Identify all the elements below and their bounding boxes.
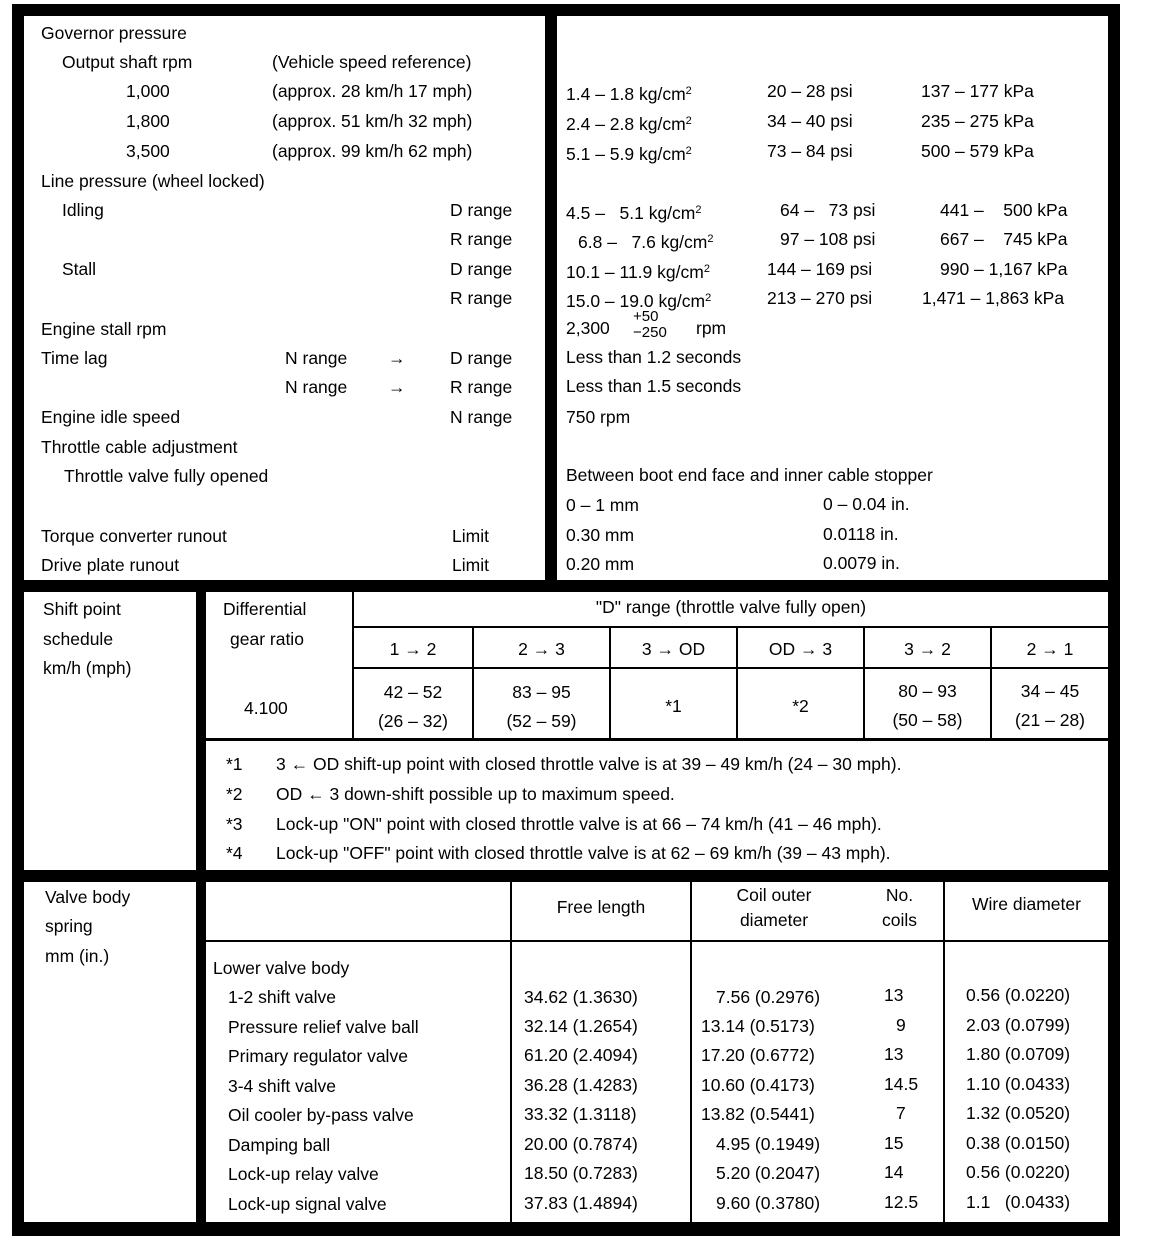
tc-runout-limit: Limit	[452, 526, 489, 546]
idle-range: N range	[450, 407, 513, 427]
governor-ref: (approx. 51 km/h 32 mph)	[272, 111, 473, 131]
spring-group: Lower valve body	[213, 958, 350, 978]
spring-row-free: 32.14 (1.2654)	[524, 1016, 638, 1036]
shift-col-value: *1	[665, 696, 682, 716]
shift-col-head: 3 → 2	[904, 639, 951, 659]
spring-row-wire: 0.38 (0.0150)	[966, 1133, 1071, 1153]
spring-head-free: Free length	[556, 897, 646, 917]
spring-head-coil-1: Coil outer	[736, 885, 812, 905]
engine-stall-value: 2,300	[566, 318, 610, 338]
divider-top-vertical	[545, 4, 557, 584]
line-pressure-psi: 213 – 270 psi	[767, 288, 873, 308]
spring-head-coil-2: diameter	[739, 910, 809, 930]
spring-vline	[510, 882, 512, 1222]
spring-row-no: 13	[884, 985, 904, 1005]
shift-label-2: schedule	[43, 629, 114, 649]
note-text: 3 ← OD shift-up point with closed throttle valve is at 39 – 49 km/h (24 – 30 mph).	[276, 754, 902, 774]
shift-col-value: 83 – 95	[512, 682, 571, 702]
spring-row-no: 12.5	[884, 1192, 919, 1212]
d-range-header: "D" range (throttle valve fully open)	[595, 597, 867, 617]
governor-kpa: 137 – 177 kPa	[921, 81, 1034, 101]
spring-row-wire: 0.56 (0.0220)	[966, 1162, 1071, 1182]
shift-col-head: 1 → 2	[389, 639, 437, 659]
spring-row-name: Primary regulator valve	[228, 1046, 408, 1066]
line-pressure-range: R range	[450, 288, 513, 308]
shift-col-value-mph: (50 – 58)	[892, 710, 963, 730]
shift-hline-top	[352, 626, 1108, 628]
governor-ref: (approx. 99 km/h 62 mph)	[272, 141, 473, 161]
spring-label-3: mm (in.)	[45, 946, 110, 966]
shift-col-head: OD → 3	[768, 639, 833, 659]
spring-row-free: 33.32 (1.3118)	[524, 1104, 637, 1124]
throttle-desc: Between boot end face and inner cable stopper	[566, 465, 933, 485]
idle-label: Engine idle speed	[41, 407, 181, 427]
shift-label-1: Shift point	[43, 599, 121, 619]
spring-row-coil: 4.95 (0.1949)	[716, 1134, 821, 1154]
engine-stall-minus: −250	[633, 324, 667, 341]
spring-head-no-1: No.	[885, 885, 914, 905]
shift-col-value: 34 – 45	[1020, 681, 1080, 701]
spring-vline	[690, 882, 692, 1222]
line-pressure-title: Line pressure (wheel locked)	[41, 171, 265, 191]
governor-psi: 20 – 28 psi	[767, 81, 853, 101]
spring-row-free: 37.83 (1.4894)	[524, 1193, 638, 1213]
spring-row-no: 14	[884, 1162, 904, 1182]
spring-row-no: 14.5	[884, 1074, 919, 1094]
line-pressure-idling: Idling	[62, 200, 104, 220]
arrow-right-icon: →	[388, 348, 406, 368]
engine-stall-label: Engine stall rpm	[41, 319, 167, 339]
spring-row-coil: 5.20 (0.2047)	[716, 1163, 821, 1183]
governor-kpa: 500 – 579 kPa	[921, 141, 1034, 161]
spring-head-no-2: coils	[881, 910, 917, 930]
line-pressure-kpa: 667 – 745 kPa	[940, 229, 1068, 249]
line-pressure-kpa: 441 – 500 kPa	[940, 200, 1068, 220]
spring-row-name: Damping ball	[228, 1135, 331, 1155]
spring-row-no: 15	[884, 1133, 904, 1153]
frame-top	[12, 4, 1120, 16]
spring-row-name: Lock-up signal valve	[228, 1194, 387, 1214]
line-pressure-stall: Stall	[62, 259, 97, 279]
spring-row-wire: 1.10 (0.0433)	[966, 1074, 1071, 1094]
shift-col-value: *2	[792, 696, 809, 716]
dp-runout-mm: 0.20 mm	[566, 554, 635, 574]
line-pressure-kg: 10.1 – 11.9 $kg/cm^2$	[566, 262, 710, 282]
shift-col-value: 42 – 52	[383, 682, 443, 702]
line-pressure-kpa: 990 – 1,167 kPa	[940, 259, 1068, 279]
tc-runout-mm: 0.30 mm	[566, 525, 635, 545]
governor-title: Governor pressure	[41, 23, 187, 43]
frame-right	[1108, 4, 1120, 1236]
spring-row-free: 36.28 (1.4283)	[524, 1075, 638, 1095]
spring-row-name: 3-4 shift valve	[228, 1076, 336, 1096]
divider-horizontal-1	[12, 580, 1120, 592]
spring-header-line	[206, 940, 1108, 942]
line-pressure-range: D range	[450, 259, 513, 279]
note-mark: *2	[226, 784, 243, 804]
shift-col-head: 2 → 3	[518, 639, 565, 659]
shift-col-head: 3 → OD	[641, 639, 706, 659]
tc-runout-label: Torque converter runout	[41, 526, 227, 546]
spring-row-wire: 1.1 (0.0433)	[966, 1192, 1071, 1212]
diff-label-2: gear ratio	[230, 629, 304, 649]
spring-vline	[943, 882, 945, 1222]
spring-row-wire: 2.03 (0.0799)	[966, 1015, 1071, 1035]
shift-col-value: 80 – 93	[898, 681, 957, 701]
spring-row-coil: 7.56 (0.2976)	[716, 987, 821, 1007]
time-lag-value: Less than 1.5 seconds	[566, 376, 742, 396]
line-pressure-kg: 4.5 – 5.1 $kg/cm^2$	[566, 203, 702, 223]
note-mark: *4	[226, 843, 243, 863]
spring-row-wire: 1.80 (0.0709)	[966, 1044, 1071, 1064]
governor-rpm: 3,500	[126, 141, 170, 161]
note-text: Lock-up "OFF" point with closed throttle valve is at 62 – 69 km/h (39 – 43 mph).	[276, 843, 891, 863]
dp-runout-limit: Limit	[452, 555, 489, 575]
governor-psi: 73 – 84 psi	[767, 141, 853, 161]
shift-col-value-mph: (26 – 32)	[377, 711, 449, 731]
shift-hline-mid	[352, 667, 1108, 669]
spring-row-name: Pressure relief valve ball	[228, 1017, 419, 1037]
spring-row-wire: 0.56 (0.0220)	[966, 985, 1071, 1005]
governor-col-rpm: Output shaft rpm	[62, 52, 193, 72]
spring-row-coil: 13.82 (0.5441)	[701, 1104, 815, 1124]
note-mark: *3	[226, 814, 243, 834]
engine-stall-plus: +50	[633, 308, 659, 325]
shift-col-value-mph: (52 – 59)	[506, 711, 577, 731]
line-pressure-kg: 15.0 – 19.0 $kg/cm^2$	[566, 291, 712, 311]
spring-row-free: 18.50 (0.7283)	[524, 1163, 638, 1183]
spring-row-wire: 1.32 (0.0520)	[966, 1103, 1071, 1123]
spring-row-coil: 17.20 (0.6772)	[701, 1045, 815, 1065]
engine-stall-unit: rpm	[696, 318, 727, 338]
shift-col-head: 2 → 1	[1026, 639, 1074, 659]
spring-row-name: Oil cooler by-pass valve	[228, 1105, 414, 1125]
spring-row-no: 7	[896, 1103, 906, 1123]
divider-horizontal-2	[12, 870, 1120, 882]
spring-row-free: 34.62 (1.3630)	[524, 987, 638, 1007]
spring-row-free: 20.00 (0.7874)	[524, 1134, 638, 1154]
time-lag-label: Time lag	[41, 348, 108, 368]
note-text: Lock-up "ON" point with closed throttle valve is at 66 – 74 km/h (41 – 46 mph).	[276, 814, 882, 834]
line-pressure-range: R range	[450, 229, 513, 249]
line-pressure-psi: 144 – 169 psi	[767, 259, 873, 279]
spring-label-2: spring	[45, 916, 93, 936]
spring-row-coil: 13.14 (0.5173)	[701, 1016, 815, 1036]
dp-runout-label: Drive plate runout	[41, 555, 180, 575]
time-lag-from: N range	[285, 377, 348, 397]
spring-head-wire: Wire diameter	[972, 894, 1081, 914]
shift-hline-bottom	[206, 738, 1108, 741]
time-lag-to: R range	[450, 377, 513, 397]
spring-row-name: 1-2 shift valve	[228, 987, 336, 1007]
spring-row-coil: 9.60 (0.3780)	[716, 1193, 821, 1213]
note-mark: *1	[226, 754, 243, 774]
governor-ref: (approx. 28 km/h 17 mph)	[272, 81, 473, 101]
time-lag-to: D range	[450, 348, 513, 368]
frame-bottom	[12, 1222, 1120, 1236]
throttle-sub: Throttle valve fully opened	[64, 466, 269, 486]
governor-rpm: 1,000	[126, 81, 170, 101]
spring-row-no: 9	[896, 1015, 906, 1035]
governor-col-ref: (Vehicle speed reference)	[272, 52, 472, 72]
throttle-mm: 0 – 1 mm	[566, 495, 639, 515]
frame-left	[12, 4, 24, 1236]
divider-left-column	[196, 580, 206, 1236]
shift-col-value-mph: (21 – 28)	[1014, 710, 1086, 730]
note-text: OD ← 3 down-shift possible up to maximum speed.	[276, 784, 675, 804]
spring-row-name: Lock-up relay valve	[228, 1164, 379, 1184]
spring-row-coil: 10.60 (0.4173)	[701, 1075, 815, 1095]
throttle-in: 0 – 0.04 in.	[823, 494, 910, 514]
arrow-right-icon: →	[388, 377, 406, 397]
governor-kg: 1.4 – 1.8 $kg/cm^2$	[566, 84, 692, 104]
throttle-label: Throttle cable adjustment	[41, 437, 238, 457]
dp-runout-in: 0.0079 in.	[823, 553, 900, 573]
line-pressure-kpa: 1,471 – 1,863 kPa	[922, 288, 1065, 308]
governor-psi: 34 – 40 psi	[767, 111, 853, 131]
governor-kg: 5.1 – 5.9 $kg/cm^2$	[566, 144, 692, 164]
shift-label-3: km/h (mph)	[43, 658, 132, 678]
spring-label-1: Valve body	[45, 887, 131, 907]
tc-runout-in: 0.0118 in.	[823, 524, 899, 544]
spring-row-no: 13	[884, 1044, 904, 1064]
line-pressure-psi: 97 – 108 psi	[780, 229, 876, 249]
governor-rpm: 1,800	[126, 111, 170, 131]
spring-row-free: 61.20 (2.4094)	[524, 1045, 638, 1065]
governor-kpa: 235 – 275 kPa	[921, 111, 1034, 131]
time-lag-from: N range	[285, 348, 348, 368]
governor-kg: 2.4 – 2.8 $kg/cm^2$	[566, 114, 692, 134]
idle-value: 750 rpm	[566, 407, 631, 427]
line-pressure-kg: 6.8 – 7.6 $kg/cm^2$	[578, 232, 714, 252]
diff-label-1: Differential	[223, 599, 307, 619]
time-lag-value: Less than 1.2 seconds	[566, 347, 742, 367]
diff-ratio: 4.100	[244, 698, 288, 718]
line-pressure-psi: 64 – 73 psi	[780, 200, 876, 220]
line-pressure-range: D range	[450, 200, 513, 220]
